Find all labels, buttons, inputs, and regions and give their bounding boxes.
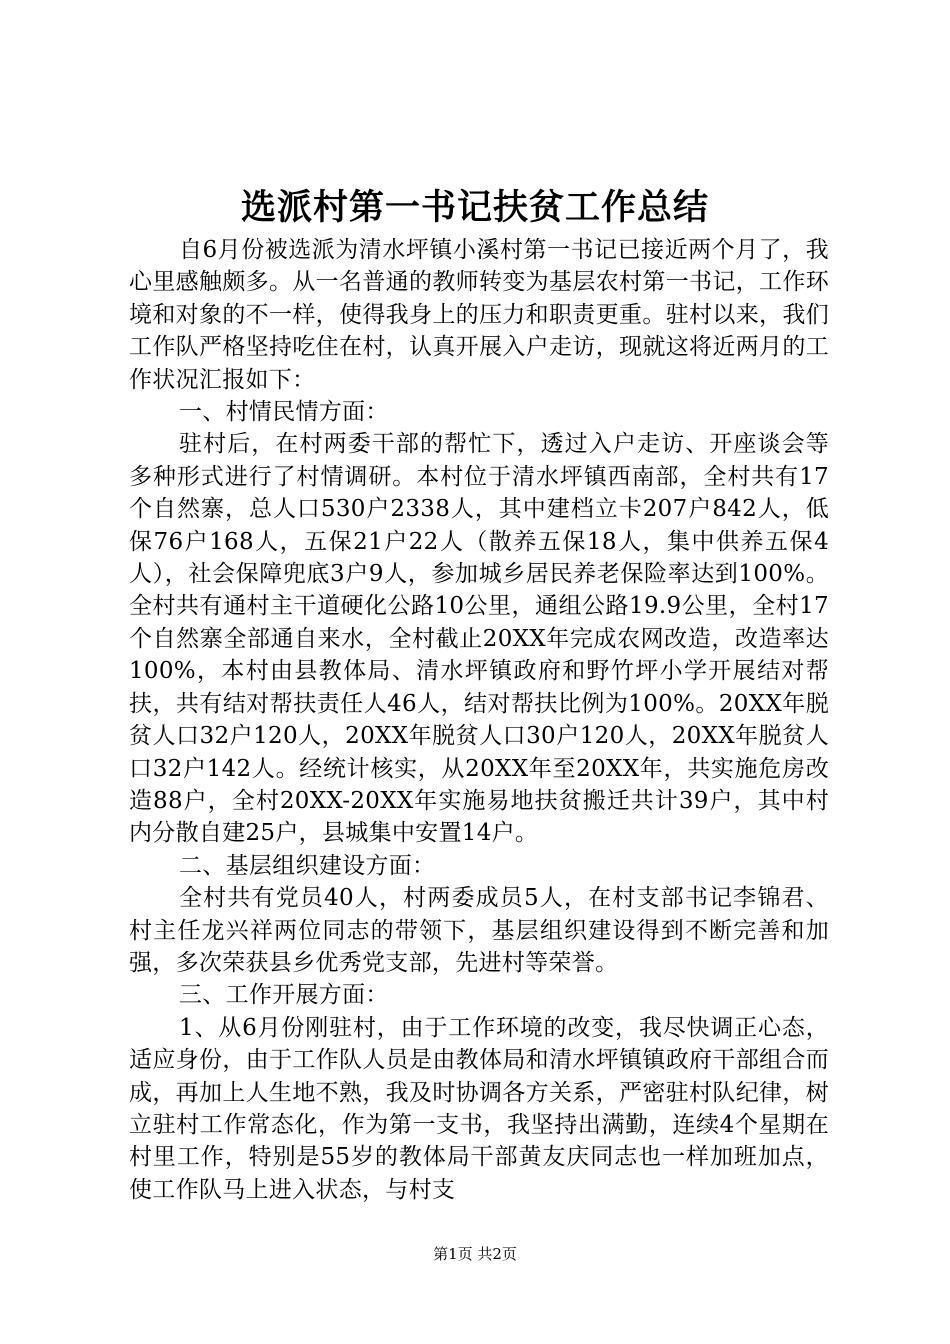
section-heading-work-progress: 三、工作开展方面： [179, 982, 389, 1009]
paragraph-work-progress-1: 1、从6月份刚驻村，由于工作环境的改变，我尽快调正心态，适应身份，由于工作队人员是由教体局和清水坪镇镇政府干部组合而成，再加上人生地不熟，我及时协调各方关系，严密驻村队纪律，树立驻村工作常态化，作为第一支书，我坚持出满勤，连续4个星期在村里工作，特别是55岁的教体局干部黄友庆同志也一样加班加点，使工作队马上进入状态，与村支 [129, 1014, 829, 1203]
paragraph-intro: 自6月份被选派为清水坪镇小溪村第一书记已接近两个月了，我心里感触颇多。从一名普通的教师转变为基层农村第一书记，工作环境和对象的不一样，使得我身上的压力和职责更重。驻村以来，我们工作队严格坚持吃住在村，认真开展入户走访，现就这将近两月的工作状况汇报如下： [129, 237, 829, 393]
document-body [129, 234, 829, 1206]
paragraph-village-situation: 驻村后，在村两委干部的帮忙下，透过入户走访、开座谈会等多种形式进行了村情调研。本村位于清水坪镇西南部，全村共有17个自然寨，总人口530户2338人，其中建档立卡207户842人，低保76户168人，五保21户22人（散养五保18人，集中供养五保4人），社会保障兜底3户9人，参加城乡居民养老保险率达到100%。全村共有通村主干道硬化公路10公里，通组公路19.9公里，全村17个自然寨全部通自来水，全村截止20XX年完成农网改造，改造率达100%，本村由县教体局、清水坪镇政府和野竹坪小学开展结对帮扶，共有结对帮扶责任人46人，结对帮扶比例为100%。20XX年脱贫人口32户120人，20XX年脱贫人口30户120人，20XX年脱贫人口32户142人。经统计核实，从20XX年至20XX年，共实施危房改造88户，全村20XX-20XX年实施易地扶贫搬迁共计39户，其中村内分散自建25户，县城集中安置14户。 [129, 431, 829, 847]
section-heading-grassroots-organization: 二、基层组织建设方面： [179, 852, 436, 879]
page-number-footer: 第1页 共2页 [433, 1245, 517, 1263]
document-title: 选派村第一书记扶贫工作总结 [240, 188, 709, 228]
paragraph-grassroots-organization: 全村共有党员40人，村两委成员5人，在村支部书记李锦君、村主任龙兴祥两位同志的带领下，基层组织建设得到不断完善和加强，多次荣获县乡优秀党支部，先进村等荣誉。 [129, 885, 829, 976]
section-heading-village-situation: 一、村情民情方面： [179, 399, 389, 426]
